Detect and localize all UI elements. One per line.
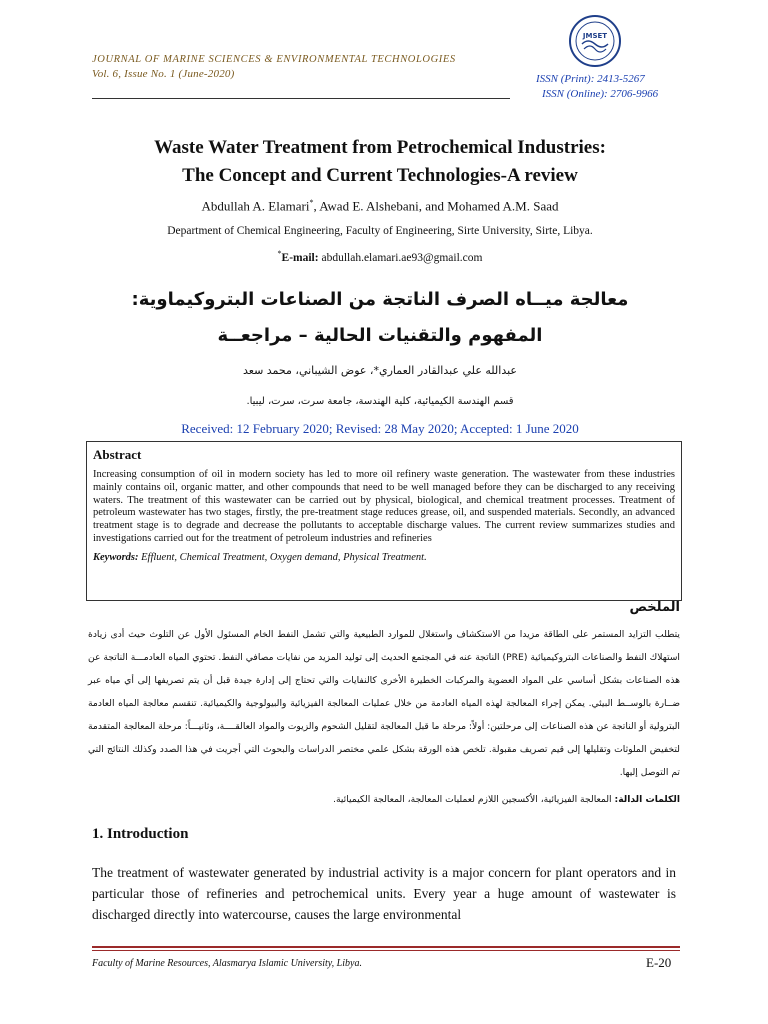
author-list xyxy=(60,198,700,214)
arabic-abstract-heading: الملخص xyxy=(629,600,680,615)
journal-header xyxy=(92,52,456,82)
arabic-keywords-text: المعالجة الفيزيائية، الأكسجين اللازم لعمليات المعالجة، المعالجة الكيميائية. xyxy=(333,794,615,805)
journal-logo xyxy=(568,14,622,68)
keywords-text: Effluent, Chemical Treatment, Oxygen demand, Physical Treatment. xyxy=(138,551,427,563)
header-rule xyxy=(92,98,510,99)
affiliation: Department of Chemical Engineering, Faculty of Engineering, Sirte University, Sirte, Libya. xyxy=(167,225,593,237)
submission-dates: Received: 12 February 2020; Revised: 28 May 2020; Accepted: 1 June 2020 xyxy=(181,421,579,436)
issn-online: ISSN (Online): 2706-9966 xyxy=(542,88,659,100)
email-address[interactable]: abdullah.elamari.ae93@gmail.com xyxy=(321,251,483,264)
arabic-title-line-2: المفهوم والتقنيات الحالية – مراجعــة xyxy=(217,325,543,346)
keywords-label: Keywords: xyxy=(93,551,139,563)
issn-block xyxy=(536,72,658,102)
author-rest: , Awad E. Alshebani, and Mohamed A.M. Saad xyxy=(313,198,559,214)
title-line-1: Waste Water Treatment from Petrochemical Industries: xyxy=(154,137,606,158)
footer-rule-thin xyxy=(92,950,680,951)
author-first: Abdullah A. Elamari xyxy=(201,198,310,214)
abstract-heading: Abstract xyxy=(93,447,142,462)
arabic-title-line-1: معالجة ميــاه الصرف الناتجة من الصناعات البتروكيماوية: xyxy=(131,289,629,310)
introduction-heading: 1. Introduction xyxy=(92,826,189,842)
corresponding-mark: * xyxy=(309,198,314,207)
footer-text: Faculty of Marine Resources, Alasmarya Islamic University, Libya. xyxy=(92,958,362,969)
email-mark: * xyxy=(277,249,282,258)
arabic-keywords-label: الكلمات الدالة: xyxy=(614,794,680,805)
keywords-line xyxy=(93,552,675,563)
abstract-text: Increasing consumption of oil in modern society has led to more oil refinery waste generation. The wastewater from these industries mainly contains oil, organic matter, and other compounds that need to be well managed before they can be discharged to any receiving waters. The treatment of this wastewater can be carried out by physical, biological, and chemical treatment processes. Treatment of petroleum wastewater has two stages, firstly, the pre-treatment stage reduces grease, oil, and suspended materials. Secondly, an advanced treatment stage is to degrade and decrease the pollutants to acceptable discharge values. The current review summarizes studies and investigations carried out for the treatment of petroleum industries and refineries xyxy=(93,469,675,544)
abstract-box xyxy=(86,441,682,601)
email-line xyxy=(60,249,700,264)
arabic-authors: عبدالله علي عبدالقادر العماري*، عوض الشيباني، محمد سعد xyxy=(242,364,517,377)
page-number: E-20 xyxy=(646,955,672,970)
arabic-affiliation: قسم الهندسة الكيميائية، كلية الهندسة، جامعة سرت، سرت، ليبيا. xyxy=(246,396,514,407)
arabic-keywords-line xyxy=(88,794,680,805)
footer-rule-thick xyxy=(92,946,680,948)
email-label: E-mail: xyxy=(281,251,319,264)
arabic-abstract xyxy=(88,600,680,805)
arabic-abstract-text: يتطلب التزايد المستمر على الطاقة مزيدا من الاستكشاف واستغلال للموارد الطبيعية والتي تشمل النفط الخام المسئول الأول عن التلوث حيث أدى زيادة استهلاك النفط والصناعات البتروكيميائية (PRE) الناتجة عنه في المجتمع الحديث إلى توليد المزيد من نفايات مصافي النفط. تحتوي المياه العادمـــة الناتجة عن هذه الصناعات بشكل أساسي على المواد العضوية والمركبات الخطيرة الأخرى كالنفايات والتي تحتاج إلى إدارة جيدة قبل أن يتم تصريفها إلى أي مياه عبر ضــارة بالوســط البيئي. يمكن إجراء المعالجة لهذه المياه العادمة من خلال عمليات المعالجة الفيزيائية والبيولوجية والكيميائية. تنقسم معالجة المياه العادمة البترولية أو الناتجة عن هذه الصناعات إلى مرحلتين: أولاً: مرحلة ما قبل المعالجة لتقليل الشحوم والزيوت والمواد العالقــــة، وثانيـــاً: مرحلة المعالجة المتقدمة لتخفيض الملوثات وتقليلها إلى قيم تصريف مقبولة. تلخص هذه الورقة بشكل علمي مختصر الدراسات والبحوث التي أجريت في هذا الصدد وكذلك النتائج التي تم التوصل إليها. xyxy=(88,629,680,778)
journal-name: JOURNAL OF MARINE SCIENCES & ENVIRONMENTAL TECHNOLOGIES xyxy=(92,54,456,65)
title-line-2: The Concept and Current Technologies-A review xyxy=(182,165,578,186)
arabic-title xyxy=(60,282,700,354)
logo-text: JMSET xyxy=(582,32,608,40)
journal-volume: Vol. 6, Issue No. 1 (June-2020) xyxy=(92,68,235,80)
introduction-paragraph: The treatment of wastewater generated by industrial activity is a major concern for plant operators and in particular those of refineries and petrochemical units. Every year a huge amount of wastewater is discharged directly into watercourse, causes the large environmental xyxy=(92,865,676,922)
paper-title xyxy=(60,134,700,190)
issn-print: ISSN (Print): 2413-5267 xyxy=(536,73,645,85)
